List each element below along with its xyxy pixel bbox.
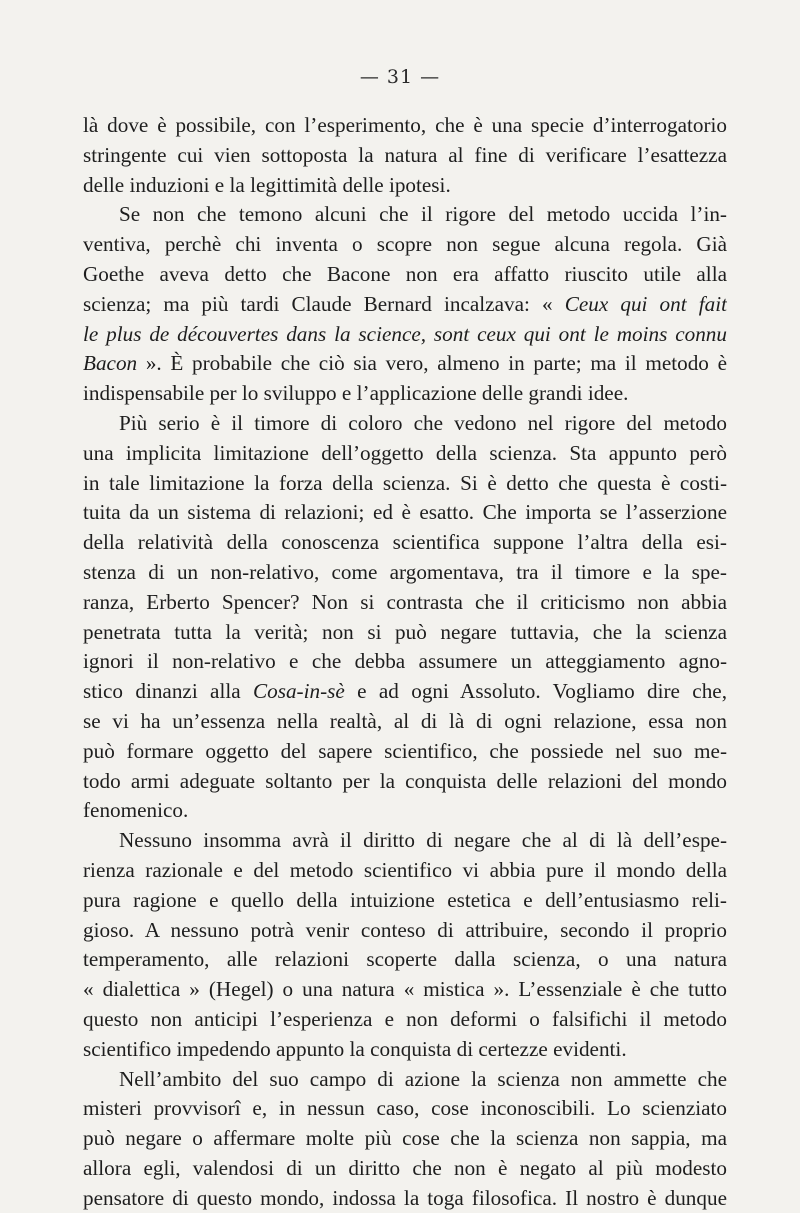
text-line [83, 1154, 727, 1184]
text-segment: questo non anticipi l’esperienza e non deformi o falsifichi il metodo [83, 1007, 727, 1031]
italic-text: Bacon [83, 351, 137, 375]
text-line [83, 171, 727, 201]
text-line [83, 141, 727, 171]
text-segment: Nell’ambito del suo campo di azione la scienza non ammette che [119, 1067, 727, 1091]
text-line [83, 260, 727, 290]
italic-text: Ceux qui ont fait [565, 292, 727, 316]
page-number: — 31 — [0, 66, 800, 88]
text-line [83, 1005, 727, 1035]
text-line [83, 379, 727, 409]
text-line [83, 1094, 727, 1124]
text-segment: tuita da un sistema di relazioni; ed è esatto. Che importa se l’asserzione [83, 500, 727, 524]
text-segment: fenomenico. [83, 798, 188, 822]
text-segment: delle induzioni e la legittimità delle ipotesi. [83, 173, 451, 197]
text-line [83, 826, 727, 856]
text-segment: ranza, Erberto Spencer? Non si contrasta che il criticismo non abbia [83, 590, 727, 614]
text-line [83, 290, 727, 320]
text-segment: una implicita limitazione dell’oggetto della scienza. Sta appunto però [83, 441, 727, 465]
italic-text: le plus de découvertes dans la science, sont ceux qui ont le moins connu [83, 322, 727, 346]
text-segment: penetrata tutta la verità; non si può negare tuttavia, che la scienza [83, 620, 727, 644]
paragraph [83, 826, 727, 1064]
paragraph [83, 1065, 727, 1213]
text-segment: se vi ha un’essenza nella realtà, al di là di ogni relazione, essa non [83, 709, 727, 733]
text-line [83, 349, 727, 379]
text-line [83, 409, 727, 439]
text-segment: pensatore di questo mondo, indossa la toga filosofica. Il nostro è dunque [83, 1186, 727, 1210]
text-segment: Nessuno insomma avrà il diritto di negare che al di là dell’espe- [119, 828, 727, 852]
text-line [83, 558, 727, 588]
text-line [83, 1035, 727, 1065]
text-segment: ventiva, perchè chi inventa o scopre non segue alcuna regola. Già [83, 232, 727, 256]
text-line [83, 618, 727, 648]
text-segment: ». È probabile che ciò sia vero, almeno in parte; ma il metodo è [137, 351, 727, 375]
text-segment: scienza; ma più tardi Claude Bernard incalzava: « [83, 292, 565, 316]
text-line [83, 677, 727, 707]
paragraph [83, 200, 727, 409]
text-line [83, 737, 727, 767]
text-segment: « dialettica » (Hegel) o una natura « mistica ». L’essenziale è che tutto [83, 977, 727, 1001]
text-segment: stenza di un non-relativo, come argomentava, tra il timore e la spe- [83, 560, 727, 584]
italic-text: Cosa-in-sè [253, 679, 345, 703]
text-line [83, 469, 727, 499]
text-line [83, 230, 727, 260]
text-line [83, 528, 727, 558]
text-segment: temperamento, alle relazioni scoperte dalla scienza, o una natura [83, 947, 727, 971]
text-line [83, 796, 727, 826]
text-segment: Goethe aveva detto che Bacone non era affatto riuscito utile alla [83, 262, 727, 286]
text-line [83, 320, 727, 350]
text-line [83, 886, 727, 916]
text-segment: stico dinanzi alla [83, 679, 253, 703]
paragraph [83, 111, 727, 200]
text-segment: allora egli, valendosi di un diritto che non è negato al più modesto [83, 1156, 727, 1180]
text-segment: ignori il non-relativo e che debba assumere un atteggiamento agno- [83, 649, 727, 673]
text-line [83, 707, 727, 737]
text-segment: rienza razionale e del metodo scientifico vi abbia pure il mondo della [83, 858, 727, 882]
text-line [83, 200, 727, 230]
text-segment: là dove è possibile, con l’esperimento, che è una specie d’interrogatorio [83, 113, 727, 137]
text-segment: scientifico impedendo appunto la conquista di certezze evidenti. [83, 1037, 627, 1061]
text-segment: in tale limitazione la forza della scienza. Si è detto che questa è costi- [83, 471, 727, 495]
text-segment: indispensabile per lo sviluppo e l’applicazione delle grandi idee. [83, 381, 628, 405]
text-line [83, 1184, 727, 1213]
text-line [83, 1124, 727, 1154]
body-text [83, 111, 727, 1213]
text-segment: può formare oggetto del sapere scientifico, che possiede nel suo me- [83, 739, 727, 763]
text-segment: può negare o affermare molte più cose che la scienza non sappia, ma [83, 1126, 727, 1150]
text-segment: todo armi adeguate soltanto per la conquista delle relazioni del mondo [83, 769, 727, 793]
text-segment: gioso. A nessuno potrà venir conteso di attribuire, secondo il proprio [83, 918, 727, 942]
text-line [83, 916, 727, 946]
text-segment: Se non che temono alcuni che il rigore del metodo uccida l’in- [119, 202, 727, 226]
text-segment: pura ragione e quello della intuizione estetica e dell’entusiasmo reli- [83, 888, 727, 912]
text-line [83, 439, 727, 469]
text-line [83, 111, 727, 141]
text-line [83, 498, 727, 528]
text-line [83, 647, 727, 677]
text-line [83, 1065, 727, 1095]
text-segment: e ad ogni Assoluto. Vogliamo dire che, [345, 679, 727, 703]
text-segment: stringente cui vien sottoposta la natura al fine di verificare l’esattezza [83, 143, 727, 167]
text-line [83, 856, 727, 886]
text-line [83, 767, 727, 797]
paragraph [83, 409, 727, 826]
text-segment: della relatività della conoscenza scientifica suppone l’altra della esi- [83, 530, 727, 554]
text-line [83, 975, 727, 1005]
text-segment: Più serio è il timore di coloro che vedono nel rigore del metodo [119, 411, 727, 435]
text-line [83, 945, 727, 975]
text-segment: misteri provvisorî e, in nessun caso, cose inconoscibili. Lo scienziato [83, 1096, 727, 1120]
text-line [83, 588, 727, 618]
